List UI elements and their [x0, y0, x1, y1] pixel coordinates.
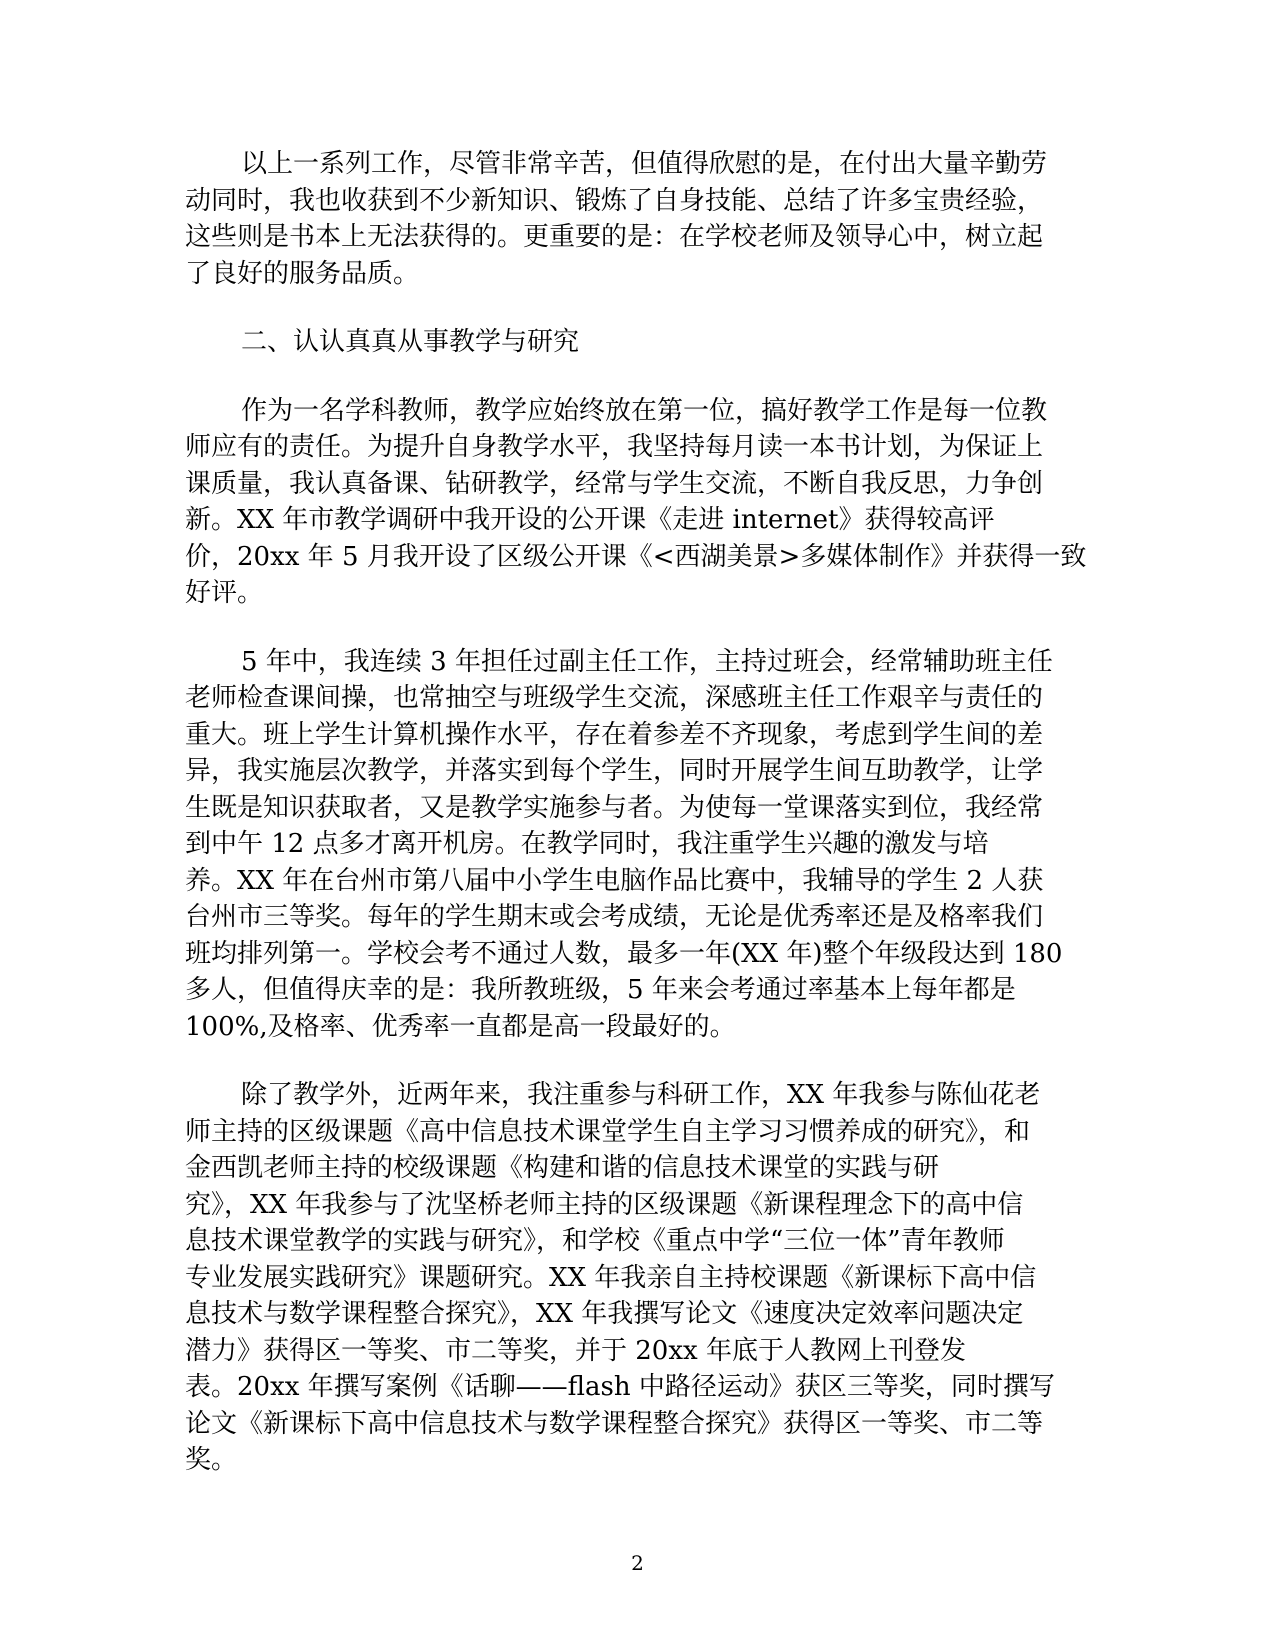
text-line: 作为一名学科教师，教学应始终放在第一位，搞好教学工作是每一位教 — [241, 395, 1048, 426]
text-line: 老师检查课间操，也常抽空与班级学生交流，深感班主任工作艰辛与责任的 — [185, 683, 1044, 713]
text-line: 潜力》获得区一等奖、市二等奖，并于 20xx 年底于人教网上刊登发 — [185, 1335, 966, 1366]
text-line: 论文《新课标下高中信息技术与数学课程整合探究》获得区一等奖、市二等 — [185, 1408, 1044, 1439]
text-line: 息技术与数学课程整合探究》，XX 年我撰写论文《速度决定效率问题决定 — [185, 1299, 1024, 1329]
text-line: 了良好的服务品质。 — [185, 258, 420, 289]
text-line: 动同时，我也收获到不少新知识、锻炼了自身技能、总结了许多宝贵经验， — [185, 185, 1044, 216]
text-line: 以上一系列工作，尽管非常辛苦，但值得欣慰的是，在付出大量辛勤劳 — [241, 149, 1048, 179]
text-line: 养。XX 年在台州市第八届中小学生电脑作品比赛中，我辅导的学生 2 人获 — [185, 865, 1044, 896]
text-line: 师应有的责任。为提升自身教学水平，我坚持每月读一本书计划，为保证上 — [185, 432, 1044, 462]
text-line: 金西凯老师主持的校级课题《构建和谐的信息技术课堂的实践与研 — [185, 1153, 940, 1183]
text-line: 二、认认真真从事教学与研究 — [241, 327, 580, 357]
text-line: 价，20xx 年 5 月我开设了区级公开课《<西湖美景>多媒体制作》并获得一致 — [185, 541, 1087, 572]
text-line: 新。XX 年市教学调研中我开设的公开课《走进 internet》获得较高评 — [185, 505, 995, 535]
body-paragraph — [185, 644, 1085, 1046]
text-line: 100%,及格率、优秀率一直都是高一段最好的。 — [185, 1011, 736, 1042]
text-line: 奖。 — [185, 1445, 238, 1475]
body-paragraph — [185, 146, 1085, 292]
text-line: 究》，XX 年我参与了沈坚桥老师主持的区级课题《新课程理念下的高中信 — [185, 1189, 1024, 1220]
text-line: 生既是知识获取者，又是教学实施参与者。为使每一堂课落实到位，我经常 — [185, 792, 1044, 823]
document-body — [185, 146, 1085, 1511]
body-paragraph — [185, 1077, 1085, 1479]
text-line: 多人，但值得庆幸的是：我所教班级，5 年来会考通过率基本上每年都是 — [185, 975, 1016, 1005]
text-line: 异，我实施层次教学，并落实到每个学生，同时开展学生间互助教学，让学 — [185, 756, 1044, 786]
text-line: 除了教学外，近两年来，我注重参与科研工作，XX 年我参与陈仙花老 — [241, 1080, 1041, 1110]
text-line: 5 年中，我连续 3 年担任过副主任工作，主持过班会，经常辅助班主任 — [241, 646, 1053, 677]
text-line: 好评。 — [185, 578, 264, 608]
text-line: 息技术课堂教学的实践与研究》，和学校《重点中学“三位一体”青年教师 — [185, 1226, 1005, 1256]
text-line: 到中午 12 点多才离开机房。在教学同时，我注重学生兴趣的激发与培 — [185, 829, 989, 859]
text-line: 师主持的区级课题《高中信息技术课堂学生自主学习习惯养成的研究》，和 — [185, 1116, 1031, 1147]
page-number: 2 — [631, 1551, 644, 1575]
text-line: 专业发展实践研究》课题研究。XX 年我亲自主持校课题《新课标下高中信 — [185, 1262, 1037, 1293]
text-line: 班均排列第一。学校会考不通过人数，最多一年(XX 年)整个年级段达到 180 — [185, 938, 1063, 969]
section-heading — [185, 324, 1085, 361]
body-paragraph — [185, 393, 1085, 612]
text-line: 台州市三等奖。每年的学生期末或会考成绩，无论是优秀率还是及格率我们 — [185, 902, 1044, 932]
text-line: 表。20xx 年撰写案例《话聊——flash 中路径运动》获区三等奖，同时撰写 — [185, 1372, 1055, 1402]
text-line: 重大。班上学生计算机操作水平，存在着参差不齐现象，考虑到学生间的差 — [185, 719, 1044, 750]
text-line: 这些则是书本上无法获得的。更重要的是：在学校老师及领导心中，树立起 — [185, 222, 1044, 252]
text-line: 课质量，我认真备课、钻研教学，经常与学生交流，不断自我反思，力争创 — [185, 468, 1044, 499]
